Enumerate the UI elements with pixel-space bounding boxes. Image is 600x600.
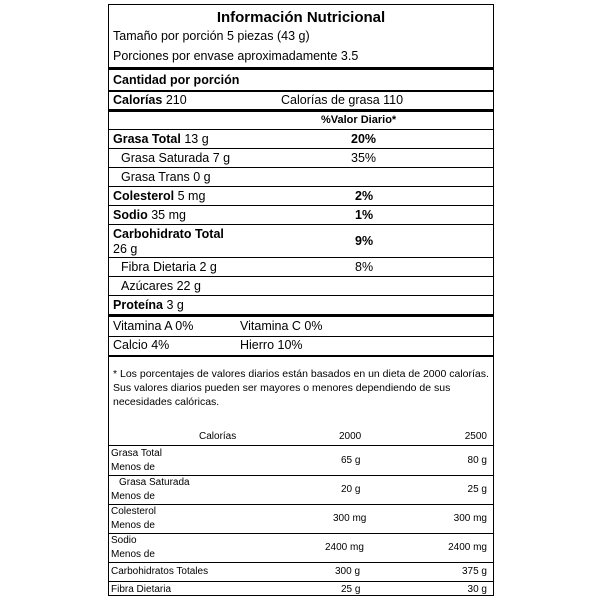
ref-row-label: Sodio: [111, 535, 137, 546]
divider: [109, 562, 493, 563]
divider: [109, 167, 493, 168]
divider: [109, 186, 493, 187]
daily-value-header: %Valor Diario*: [321, 114, 397, 126]
ref-header-2500: 2500: [464, 431, 487, 442]
nutrient-dv: 9%: [355, 234, 374, 248]
nutrient-row-fat: [113, 132, 209, 146]
ref-row-2500: 2400 mg: [448, 542, 487, 553]
calories-row: [113, 93, 187, 107]
nutrient-label: Colesterol: [113, 189, 175, 203]
ref-row-label: Carbohidratos Totales: [111, 566, 209, 577]
nutrient-label: Sodio: [113, 208, 148, 222]
divider: [109, 581, 493, 582]
ref-row-2000: 300 mg: [333, 513, 367, 524]
nutrient-row-cholesterol: [113, 189, 205, 203]
ref-row-2000: 65 g: [341, 455, 361, 466]
divider: [109, 336, 493, 337]
thick-divider: [109, 109, 493, 112]
nutrient-row-sugars: Azúcares 22 g: [121, 279, 201, 293]
nutrient-row-protein: [113, 298, 184, 312]
divider: [109, 148, 493, 149]
nutrient-dv: 8%: [355, 260, 374, 274]
nutrient-dv: 35%: [351, 151, 377, 165]
ref-row-2500: 30 g: [467, 584, 487, 595]
vitamin-c: Vitamina C 0%: [240, 319, 323, 333]
ref-row-2500: 25 g: [467, 484, 487, 495]
divider: [109, 445, 493, 446]
ref-row-2000: 2400 mg: [325, 542, 364, 553]
nutrient-amount: 13 g: [184, 132, 209, 146]
nutrient-dv: 1%: [355, 208, 374, 222]
ref-row-label: Grasa Saturada: [119, 477, 190, 488]
footnote-line: Sus valores diarios pueden ser mayores o menores dependiendo de sus: [113, 382, 451, 394]
footnote-line: * Los porcentajes de valores diarios están basados en un dieta de 2000 calorías.: [113, 368, 489, 380]
ref-row-label: Colesterol: [111, 506, 157, 517]
nutrient-amount: 5 mg: [177, 189, 206, 203]
divider: [109, 355, 493, 357]
ref-row-2500: 300 mg: [453, 513, 487, 524]
iron: Hierro 10%: [240, 338, 303, 352]
divider: [109, 295, 493, 296]
footnote-line: necesidades calóricas.: [113, 396, 220, 408]
ref-row-2000: 300 g: [335, 566, 361, 577]
thick-divider: [109, 314, 493, 317]
divider: [109, 90, 493, 92]
ref-row-2500: 80 g: [467, 455, 487, 466]
nutrient-dv: 20%: [351, 132, 377, 146]
calories-value: 210: [165, 93, 187, 107]
divider: [109, 205, 493, 206]
divider: [109, 475, 493, 476]
servings-per-container: Porciones por envase aproximadamente 3.5: [113, 49, 359, 63]
nutrient-label: Grasa Total: [113, 132, 181, 146]
amount-per-serving: Cantidad por porción: [113, 73, 240, 87]
nutrient-row-trans-fat: Grasa Trans 0 g: [121, 170, 211, 184]
vitamin-a: Vitamina A 0%: [113, 319, 194, 333]
nutrient-dv: 2%: [355, 189, 374, 203]
ref-row-2500: 375 g: [461, 566, 487, 577]
ref-row-2000: 25 g: [341, 584, 361, 595]
nutrient-row-carbohydrate: Carbohidrato Total: [113, 227, 224, 241]
calcium: Calcio 4%: [113, 338, 170, 352]
ref-row-label: Fibra Dietaria: [111, 584, 172, 595]
divider: [109, 276, 493, 277]
divider: [109, 224, 493, 225]
nutrient-row-saturated-fat: Grasa Saturada 7 g: [121, 151, 231, 165]
nutrient-row-fiber: Fibra Dietaria 2 g: [121, 260, 217, 274]
serving-size: Tamaño por porción 5 piezas (43 g): [113, 29, 310, 43]
nutrient-amount: 3 g: [166, 298, 184, 312]
nutrient-amount: 26 g: [113, 242, 138, 256]
ref-row-label: Grasa Total: [111, 448, 162, 459]
ref-header-label: Calorías: [199, 431, 237, 442]
nutrient-row-sodium: [113, 208, 186, 222]
calories-label: Calorías: [113, 93, 163, 107]
ref-row-sublabel: Menos de: [111, 462, 155, 473]
ref-row-sublabel: Menos de: [111, 520, 155, 531]
ref-row-sublabel: Menos de: [111, 549, 155, 560]
calories-from-fat: Calorías de grasa 110: [281, 93, 404, 107]
divider: [109, 533, 493, 534]
label-title: Información Nutricional: [216, 9, 386, 26]
nutrient-amount: 35 mg: [151, 208, 186, 222]
divider: [109, 257, 493, 258]
thick-divider: [109, 67, 493, 70]
ref-row-2000: 20 g: [341, 484, 361, 495]
nutrition-label: [108, 4, 494, 596]
ref-row-sublabel: Menos de: [111, 491, 155, 502]
nutrient-label: Proteína: [113, 298, 164, 312]
divider: [109, 504, 493, 505]
divider: [109, 129, 493, 130]
ref-header-2000: 2000: [339, 431, 362, 442]
